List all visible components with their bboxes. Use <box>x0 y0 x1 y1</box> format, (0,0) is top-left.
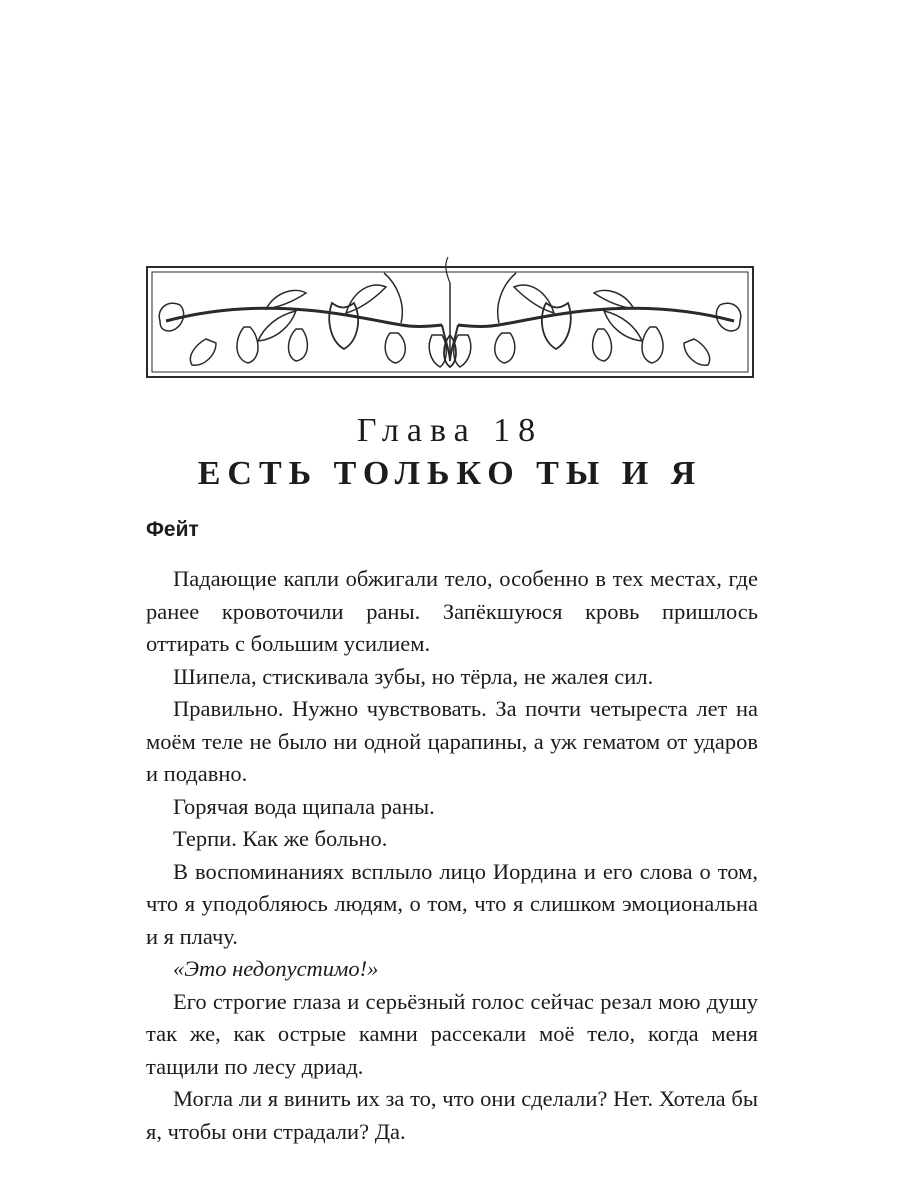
paragraph: Падающие капли обжигали тело, особенно в тех местах, где ранее кровоточили раны. Запёкшуюся кровь пришлось оттирать с большим усилием. <box>146 566 758 656</box>
narrator-name: Фейт <box>146 518 199 541</box>
floral-vine-ornament <box>146 243 754 378</box>
body-text <box>146 563 758 1148</box>
paragraph-quote: «Это недопустимо!» <box>173 956 379 981</box>
chapter-label: Глава 18 <box>356 412 544 449</box>
floral-vine-ornament-icon <box>146 243 754 378</box>
paragraph: Его строгие глаза и серьёзный голос сейчас резал мою душу так же, как острые камни рассекали моё тело, когда меня тащили по лесу дриад. <box>146 988 758 1079</box>
paragraph: Горячая вода щипала раны. <box>173 793 435 819</box>
paragraph: Правильно. Нужно чувствовать. За почти четыреста лет на моём теле не было ни одной царапины, а уж гематом от ударов и подавно. <box>146 696 758 786</box>
paragraph: В воспоминаниях всплыло лицо Иордина и его слова о том, что я уподобляюсь людям, о том, что я слишком эмоциональна и я плачу. <box>146 858 758 949</box>
paragraph: Терпи. Как же больно. <box>173 826 388 851</box>
paragraph: Шипела, стискивала зубы, но тёрла, не жалея сил. <box>173 663 654 689</box>
chapter-title: ЕСТЬ ТОЛЬКО ТЫ И Я <box>197 455 703 492</box>
paragraph: Могла ли я винить их за то, что они сделали? Нет. Хотела бы я, чтобы они страдали? Да. <box>146 1086 758 1144</box>
